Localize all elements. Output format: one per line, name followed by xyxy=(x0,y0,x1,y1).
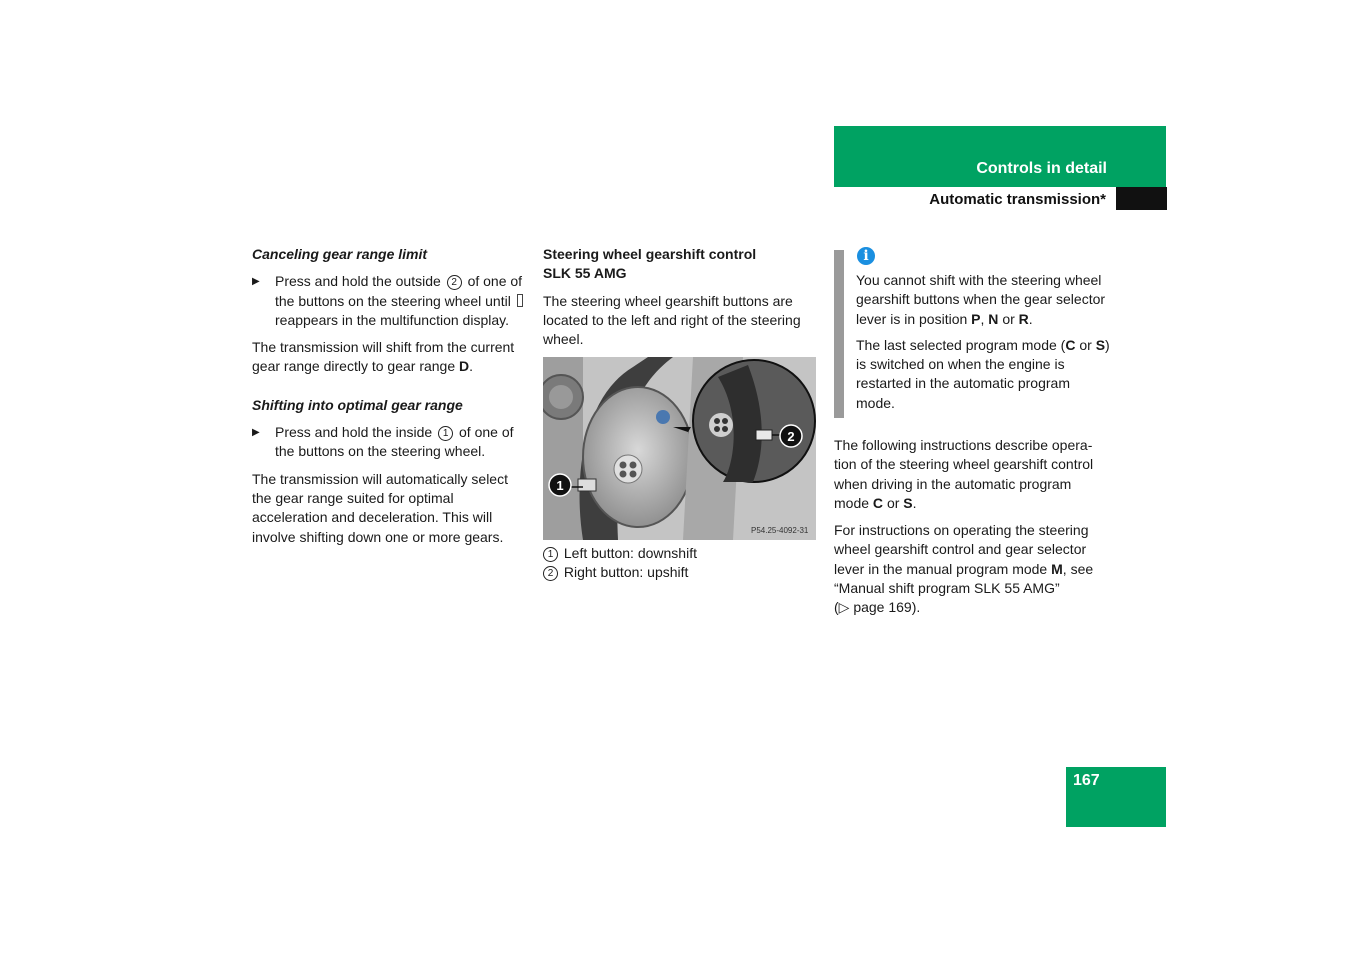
callout-number: 2 xyxy=(543,566,558,581)
callout-2-label: 2 xyxy=(787,429,795,444)
step-text: Press and hold the inside xyxy=(275,424,433,441)
note-text: You cannot shift with the steering wheel gearshift buttons when the gear selector lever is in position xyxy=(856,272,1106,327)
callout-1-label: 1 xyxy=(556,478,564,493)
display-symbol-icon xyxy=(517,294,523,307)
mode-letter: C xyxy=(872,494,884,511)
note-text: or xyxy=(1079,336,1092,353)
heading-canceling-gear-range: Canceling gear range limit xyxy=(252,246,428,262)
instruction-step xyxy=(252,272,527,330)
gear-letter: P xyxy=(971,310,981,327)
arrow-right-icon: ▶ xyxy=(252,427,260,439)
punctuation: . xyxy=(469,358,474,375)
figure-legend xyxy=(543,544,818,583)
gear-letter: D xyxy=(459,358,470,375)
step-text: reappears in the multifunction display. xyxy=(275,311,509,328)
punctuation: . xyxy=(912,494,917,511)
legend-text: Left button: downshift xyxy=(563,545,697,561)
info-note xyxy=(856,271,1111,413)
paragraph xyxy=(834,436,1109,513)
paragraph-text: For instructions on operating the steering wheel gearshift control and gear selector lever in the manual program mode xyxy=(834,522,1089,577)
middle-column xyxy=(543,245,818,349)
note-text: or xyxy=(1002,310,1015,327)
info-icon: i xyxy=(857,247,875,265)
callout-number: 2 xyxy=(447,275,462,290)
mode-letter: S xyxy=(903,494,913,511)
note-text: ) is switched on when the engine is restarted in the automatic program mode. xyxy=(856,336,1110,411)
step-text: of one of the buttons on the steering wheel until xyxy=(275,273,523,309)
punctuation: , xyxy=(980,310,985,327)
paragraph-text: , see “Manual shift program SLK 55 AMG” xyxy=(834,560,1094,597)
heading-model: SLK 55 AMG xyxy=(543,265,627,282)
right-column xyxy=(834,436,1109,618)
arrow-right-icon: ▶ xyxy=(252,276,260,288)
heading-steering-gearshift: Steering wheel gearshift control xyxy=(543,246,757,262)
paragraph-text: or xyxy=(886,494,900,511)
page-reference-link[interactable]: (▷ page 169). xyxy=(834,599,921,616)
heading-optimal-gear-range: Shifting into optimal gear range xyxy=(252,396,463,413)
mode-letter: S xyxy=(1095,336,1106,353)
section-title: Controls in detail xyxy=(976,160,1107,177)
steering-wheel-illustration xyxy=(543,357,816,540)
left-column xyxy=(252,245,527,547)
punctuation: . xyxy=(1028,310,1033,327)
step-text: of one of the buttons on the steering wheel. xyxy=(275,424,514,460)
callout-number: 1 xyxy=(543,547,558,562)
paragraph: The steering wheel gearshift buttons are located to the left and right of the steering wheel. xyxy=(543,292,801,348)
header-black-tab xyxy=(1116,187,1167,210)
step-text: Press and hold the outside xyxy=(275,273,441,290)
steering-wheel-figure xyxy=(543,357,816,540)
info-note-bar xyxy=(834,250,844,418)
instruction-step xyxy=(252,423,527,462)
gear-letter: N xyxy=(988,310,999,327)
note-text: The last selected program mode ( xyxy=(856,336,1066,353)
legend-item xyxy=(543,544,818,563)
legend-item xyxy=(543,563,818,582)
mode-letter: C xyxy=(1065,336,1076,353)
paragraph-text: The following instructions describe opera-tion of the steering wheel gearshift control when driving in the automatic program mode xyxy=(834,437,1094,511)
paragraph-text: The transmission will shift from the current gear range directly to gear range xyxy=(252,339,515,375)
paragraph xyxy=(252,338,527,377)
page-number: 167 xyxy=(1073,772,1100,789)
figure-code: P54.25-4092-31 xyxy=(751,526,809,535)
callout-number: 1 xyxy=(438,426,453,441)
subsection-title: Automatic transmission* xyxy=(929,191,1106,208)
mode-letter: M xyxy=(1051,560,1063,577)
paragraph xyxy=(834,521,1109,617)
note-paragraph xyxy=(856,336,1111,413)
gear-letter: R xyxy=(1018,310,1029,327)
legend-text: Right button: upshift xyxy=(563,564,689,581)
paragraph: The transmission will automatically select the gear range suited for optimal acceleration and deceleration. This will involve shifting down one or more gears. xyxy=(252,470,508,545)
note-paragraph xyxy=(856,271,1111,329)
